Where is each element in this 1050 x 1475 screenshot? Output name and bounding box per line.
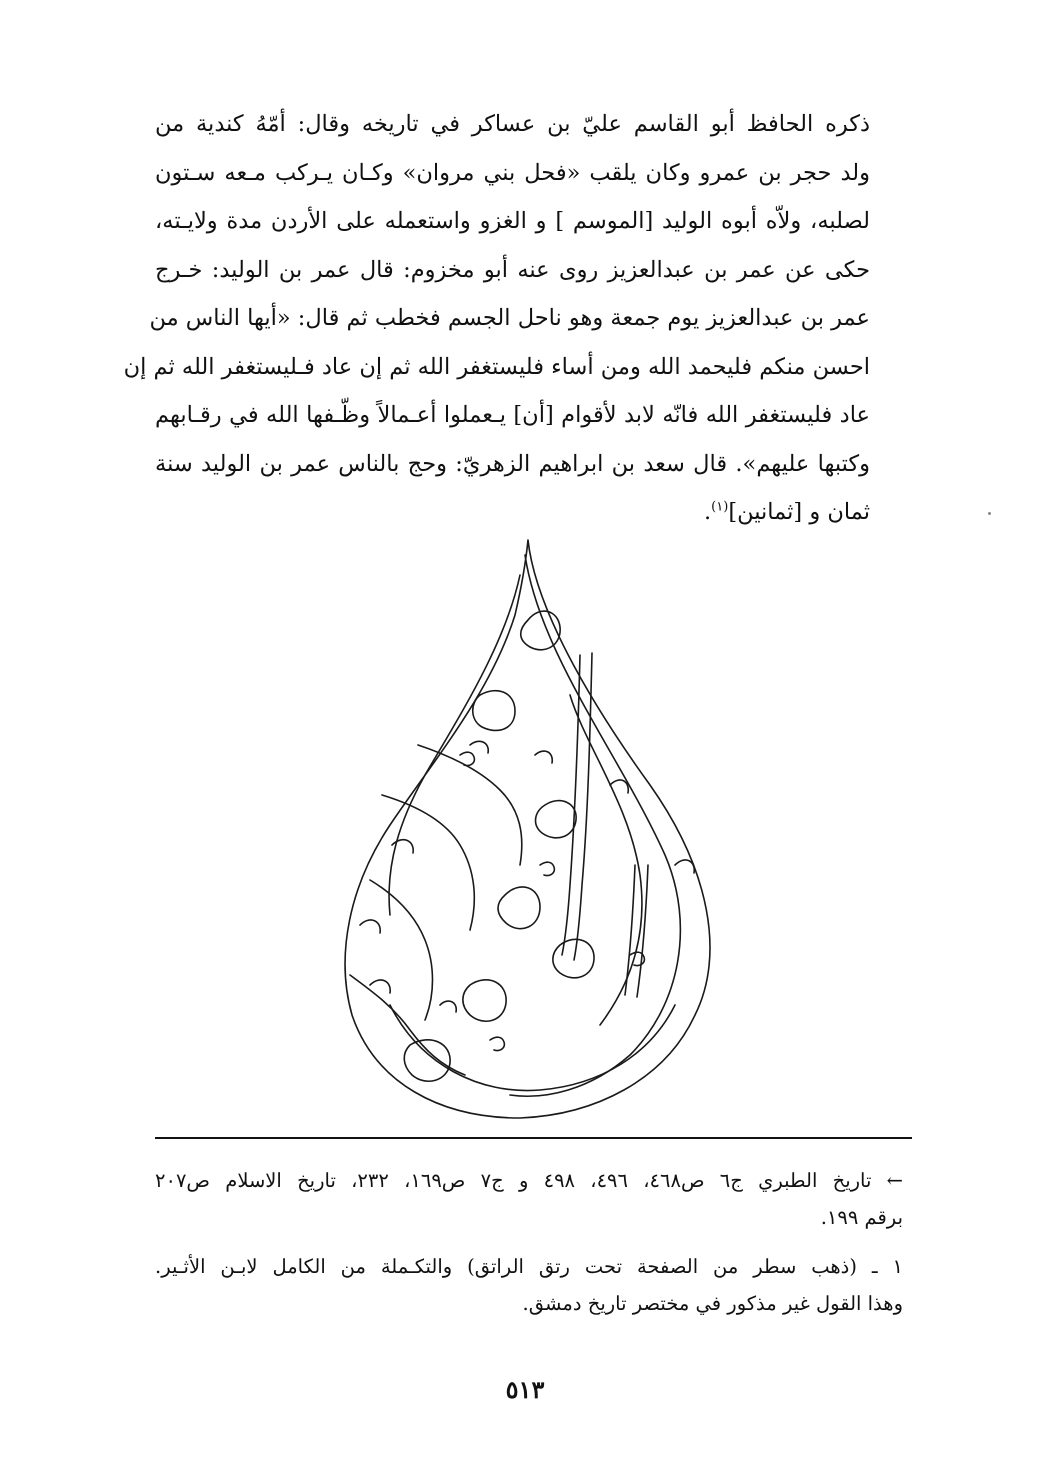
footnote-separator (155, 1137, 912, 1139)
emblem-ornament-7 (370, 980, 390, 993)
footnotes (155, 1162, 903, 1322)
emblem-ornament-4 (675, 860, 694, 873)
main-paragraph (123, 100, 870, 537)
calligraphy-emblem (330, 535, 720, 1120)
page-number: ٥١٣ (505, 1375, 545, 1404)
text-line-3: لصلبه، ولاّه أبوه الوليد [الموسم ] و الغزو واستعمله على الأردن مدة ولايـته، (155, 208, 870, 234)
emblem-loop-2 (473, 691, 515, 731)
text-line-6: احسن منكم فليحمد الله ومن أساء فليستغفر الله ثم إن عاد فـليستغفر الله ثم إن (123, 353, 870, 380)
footnote-1-line-2: وهذا القول غير مذكور في مختصر تاريخ دمشق. (522, 1292, 903, 1315)
emblem-ornament-3 (360, 920, 380, 933)
emblem-stroke-b (389, 575, 520, 915)
text-line-8: وكتبها عليهم». قال سعد بن ابراهيم الزهريّ: وحج بالناس عمر بن الوليد سنة (155, 450, 870, 477)
emblem-swash-2 (540, 862, 554, 875)
text-line-7: عاد فليستغفر الله فانّه لابد لأقوام [أن] يـعملوا أعـمالاً وظّـفها الله في رقـابهم (155, 402, 870, 428)
emblem-ornament-8 (535, 751, 552, 763)
emblem-loop-3 (536, 801, 577, 838)
emblem-ornament-1 (470, 741, 488, 753)
emblem-loop-5 (463, 980, 506, 1021)
scan-speck (988, 512, 991, 515)
text-line-2: ولد حجر بن عمرو وكان يلقب «فحل بني مروان» وكـان يـركب مـعه سـتون (155, 159, 870, 186)
source-citation-line-2: برقم ١٩٩. (820, 1206, 903, 1229)
emblem-stroke-f (370, 880, 433, 1020)
footnote-ref-1[interactable]: (١) (711, 499, 729, 515)
text-line-1: ذكره الحافظ أبو القاسم عليّ بن عساكر في تاريخه وقال: أمّهُ كندية من (155, 111, 870, 137)
emblem-stroke-g (350, 975, 465, 1075)
emblem-loop-6 (553, 939, 594, 978)
source-citation-line-1: ← تاريخ الطبري ج٦ ص٤٦٨، ٤٩٦، ٤٩٨ و ج٧ ص١٦٩، ٢٣٢، تاريخ الاسلام ص٢٠٧ (155, 1169, 903, 1192)
footnote-1-line-1: ١ ـ (ذهب سطر من الصفحة تحت رتق الراتق) والتكـملة من الكامل لابـن الأثـير. (155, 1255, 903, 1278)
emblem-ornament-6 (440, 1001, 456, 1012)
emblem-letter-alif-2b (637, 865, 648, 997)
emblem-loop-7 (404, 1040, 450, 1081)
text-line-4: حكى عن عمر بن عبدالعزيز روى عنه أبو مخزوم: قال عمر بن الوليد: خـرج (155, 256, 870, 283)
emblem-loop-1 (521, 611, 560, 650)
text-line-9-body: ثمان و [ثمانين] (728, 499, 870, 525)
footnote-gap (155, 1236, 903, 1248)
emblem-swash-4 (490, 1037, 504, 1050)
emblem-letter-alif-2 (625, 865, 635, 995)
text-line-5: عمر بن عبدالعزيز يوم جمعة وهو ناحل الجسم فخطب ثم قال: «أيها الناس من (149, 305, 870, 331)
emblem-loop-4 (498, 887, 540, 929)
emblem-letter-alif-1b (574, 653, 592, 960)
text-line-9-end: . (704, 499, 712, 525)
emblem-inner-base (390, 1005, 675, 1091)
text-line-9 (155, 488, 870, 537)
